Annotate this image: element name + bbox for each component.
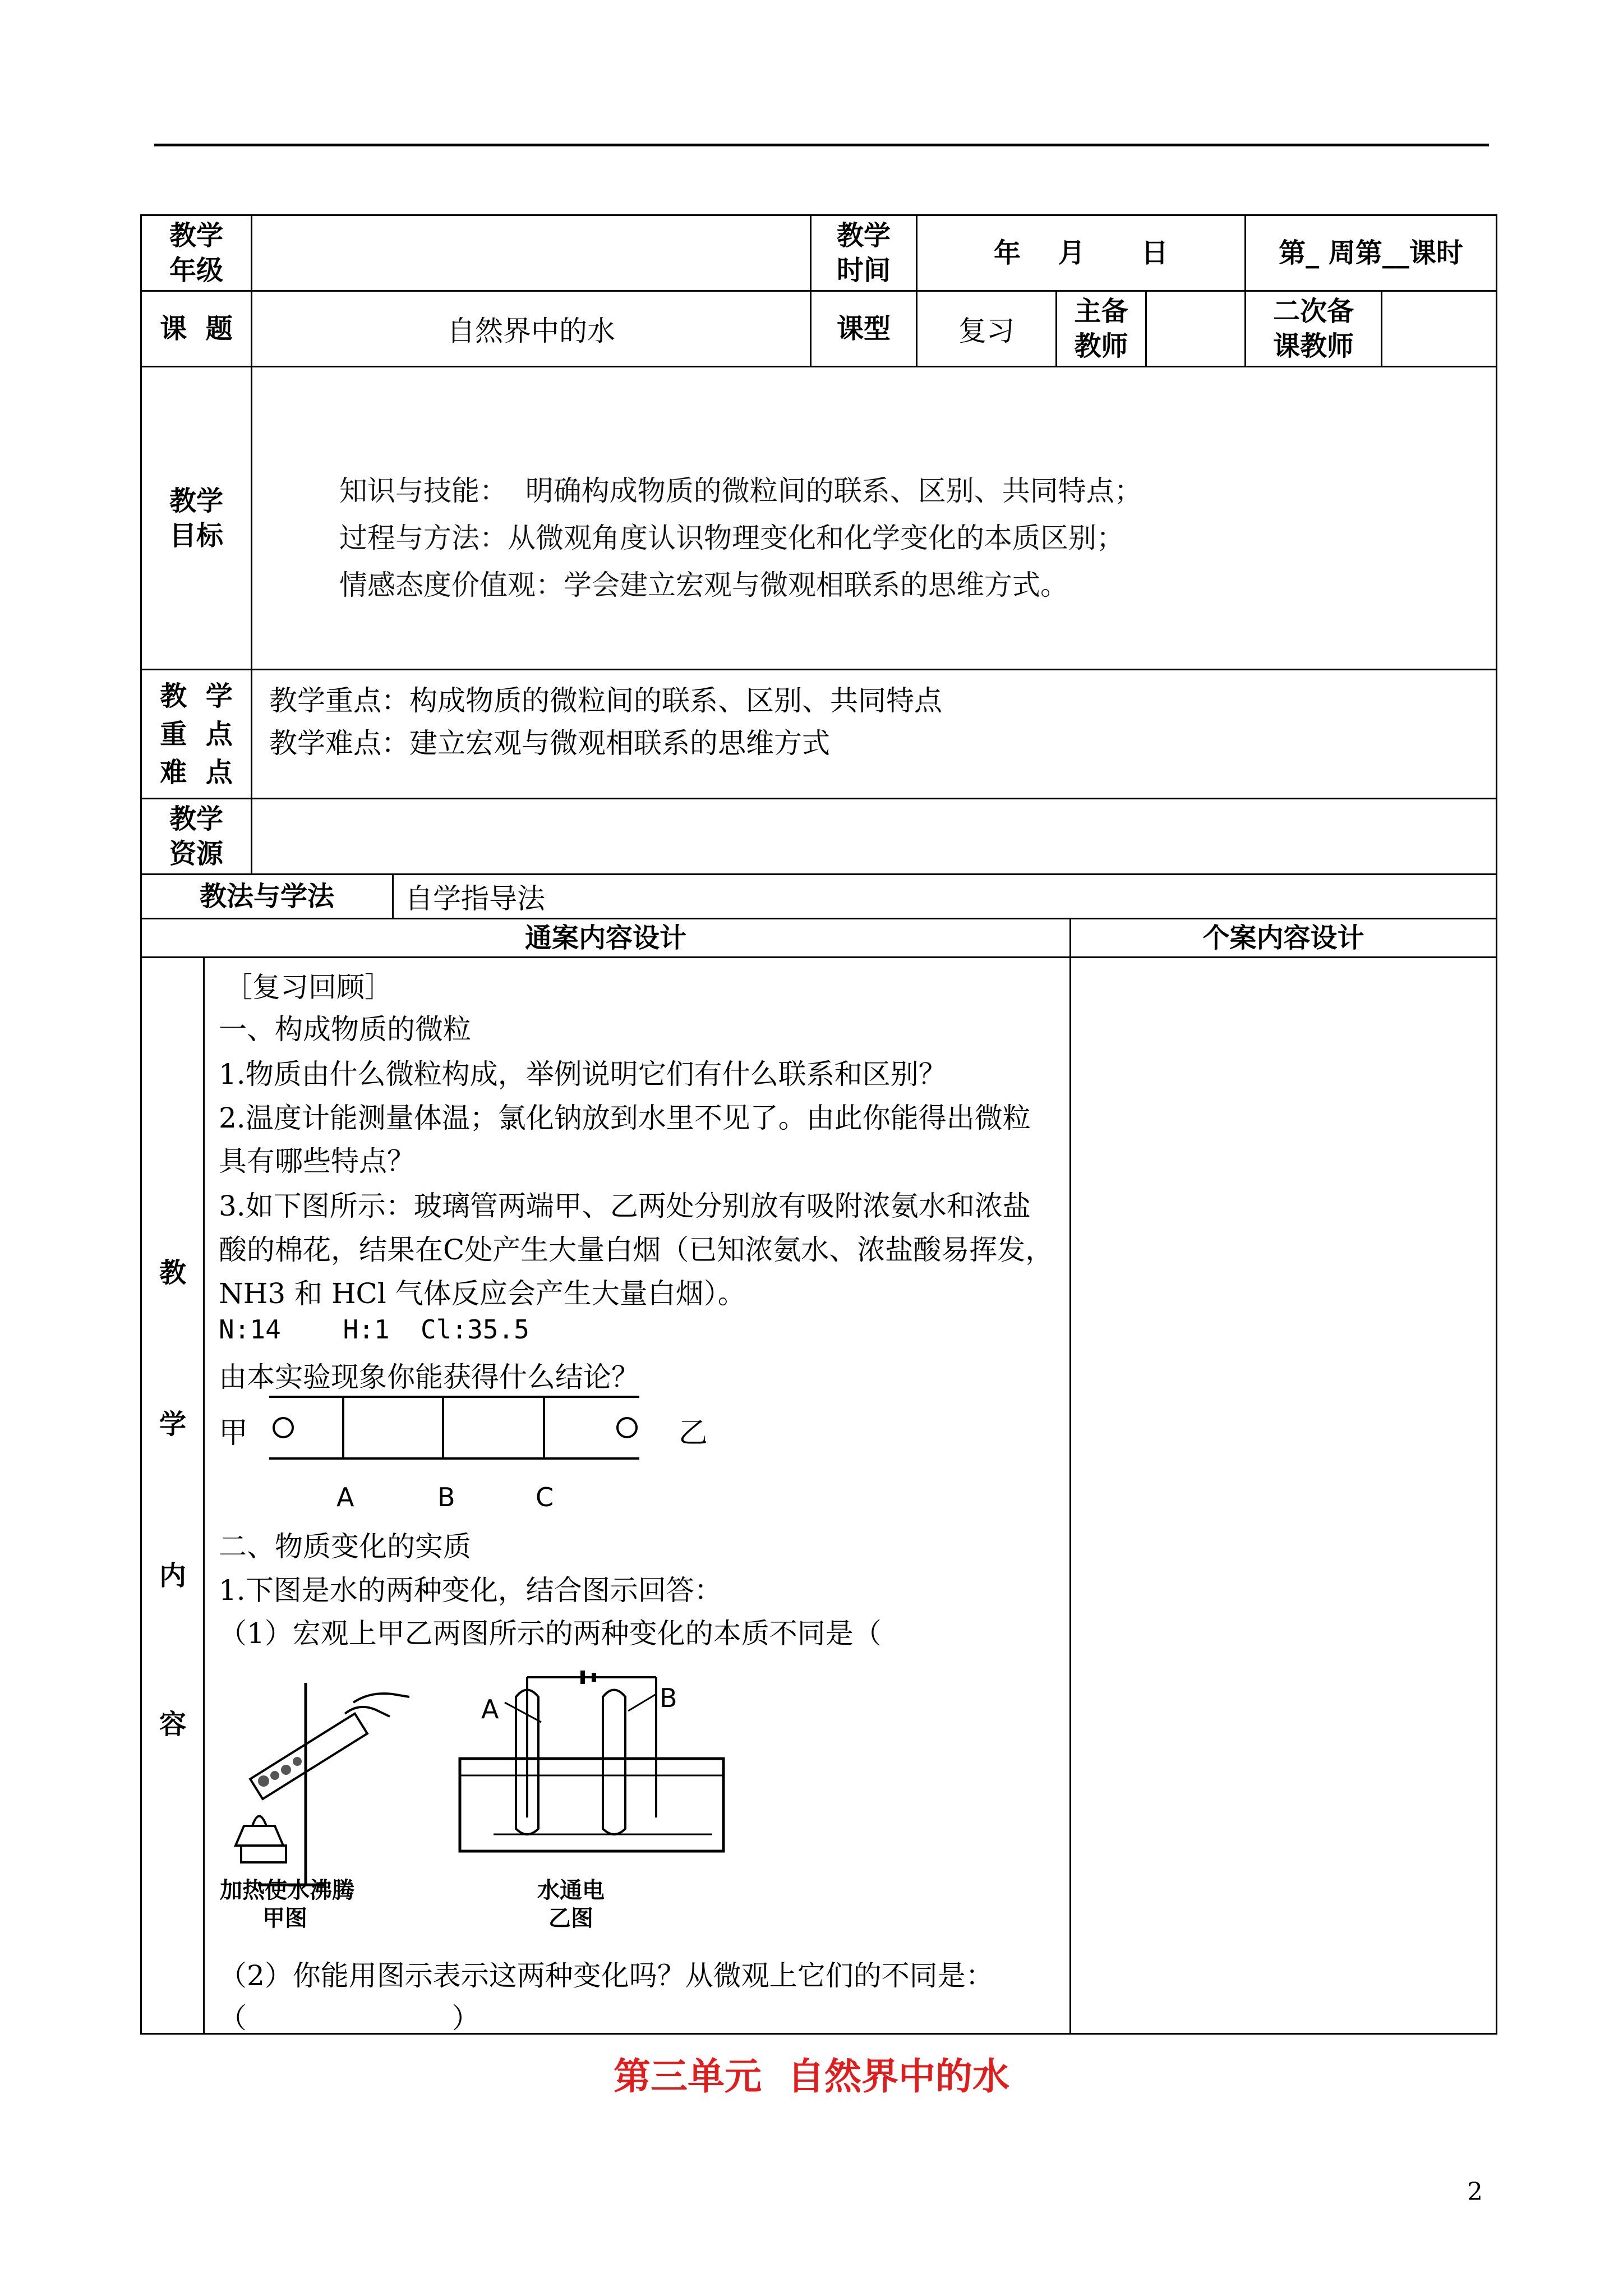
main-teacher-value <box>1145 290 1246 367</box>
cotton-right-icon <box>617 1418 637 1437</box>
tube-label-c: C <box>536 1482 554 1512</box>
tube-label-left: 甲 <box>219 1416 248 1450</box>
objective-attitude: 情感态度价值观：学会建立宏观与微观相联系的思维方式。 <box>339 569 1068 601</box>
boiling-caption: 加热使水沸腾 <box>220 1878 354 1903</box>
tube-label-a: A <box>336 1482 354 1512</box>
electrolysis-label-b: B <box>660 1683 677 1713</box>
question-1: 1.物质由什么微粒构成，举例说明它们有什么联系和区别？ <box>219 1058 947 1091</box>
question-2-line-2: 具有哪些特点？ <box>219 1145 415 1177</box>
side-char-3: 内 <box>159 1560 186 1591</box>
review-heading: ［复习回顾］ <box>224 971 393 1004</box>
question-3-line-1: 3.如下图所示：玻璃管两端甲、乙两处分别放有吸附浓氨水和浓盐 <box>219 1190 1031 1222</box>
side-char-4: 容 <box>159 1709 186 1740</box>
time-label: 教学 时间 <box>810 214 917 292</box>
objectives-content <box>251 366 1497 670</box>
glass-tube-diagram <box>213 1386 718 1520</box>
topic-label: 课 题 <box>140 290 252 367</box>
side-char-2: 学 <box>159 1409 186 1440</box>
key-points-content <box>251 669 1497 799</box>
topic-value: 自然界中的水 <box>251 290 811 367</box>
date-value: 年 月 日 <box>916 214 1246 292</box>
objective-process: 过程与方法：从微观角度认识物理变化和化学变化的本质区别； <box>339 522 1124 554</box>
page-number: 2 <box>1467 2178 1483 2206</box>
second-teacher-label: 二次备 课教师 <box>1244 290 1382 367</box>
grade-label: 教学 年级 <box>140 214 252 292</box>
question-4-part-1: （1）宏观上甲乙两图所示的两种变化的本质不同是（ <box>219 1617 882 1650</box>
objective-knowledge: 知识与技能： 明确构成物质的微粒间的联系、区别、共同特点； <box>339 475 1142 507</box>
boiling-water-figure <box>224 1660 426 1896</box>
electrolysis-caption-sub: 乙图 <box>548 1906 593 1931</box>
general-design-header: 通案内容设计 <box>140 918 1071 958</box>
grade-value <box>251 214 811 292</box>
resources-label: 教学 资源 <box>140 798 252 875</box>
objectives-label: 教学 目标 <box>140 366 252 670</box>
side-label-cell <box>140 956 205 2035</box>
key-points-label: 教 学 重 点 难 点 <box>140 669 252 799</box>
resources-value <box>251 798 1497 875</box>
header-rule <box>154 144 1489 146</box>
difficult-point: 教学难点：建立宏观与微观相联系的思维方式 <box>269 727 830 760</box>
key-point: 教学重点：构成物质的微粒间的联系、区别、共同特点 <box>269 684 942 717</box>
section-1-heading: 一、构成物质的微粒 <box>219 1013 471 1046</box>
question-3-line-4: 由本实验现象你能获得什么结论？ <box>219 1361 639 1393</box>
tube-label-b: B <box>437 1482 455 1512</box>
cotton-left-icon <box>274 1418 293 1437</box>
boiling-caption-sub: 甲图 <box>262 1906 307 1931</box>
main-teacher-label: 主备 教师 <box>1055 290 1147 367</box>
electrolysis-caption: 水通电 <box>537 1878 605 1903</box>
question-3-line-2: 酸的棉花，结果在C处产生大量白烟（已知浓氨水、浓盐酸易挥发， <box>219 1234 1054 1266</box>
section-2-heading: 二、物质变化的实质 <box>219 1530 471 1563</box>
week-period: 第_ 周第__课时 <box>1244 214 1497 292</box>
question-3-line-3: NH3 和 HCl 气体反应会产生大量白烟）。 <box>219 1277 746 1310</box>
question-2-line-1: 2.温度计能测量体温；氯化钠放到水里不见了。由此你能得出微粒 <box>219 1102 1031 1134</box>
individual-content-cell <box>1069 956 1497 2035</box>
unit-title: 第三单元 自然界中的水 <box>614 2055 1009 2098</box>
tube-label-right: 乙 <box>679 1416 708 1450</box>
method-label: 教法与学法 <box>140 873 394 919</box>
method-value: 自学指导法 <box>392 873 1497 919</box>
question-4: 1.下图是水的两种变化，结合图示回答： <box>219 1574 722 1607</box>
atomic-masses: N:14 H:1 Cl:35.5 <box>219 1314 529 1345</box>
question-4-part-2: （2）你能用图示表示这两种变化吗？从微观上它们的不同是： <box>219 1959 994 1992</box>
type-label: 课型 <box>810 290 917 367</box>
side-char-1: 教 <box>159 1257 186 1289</box>
individual-design-header: 个案内容设计 <box>1069 918 1497 958</box>
second-teacher-value <box>1381 290 1497 367</box>
type-value: 复习 <box>916 290 1057 367</box>
question-4-blank: （ ） <box>219 2002 480 2035</box>
electrolysis-label-a: A <box>481 1694 499 1724</box>
